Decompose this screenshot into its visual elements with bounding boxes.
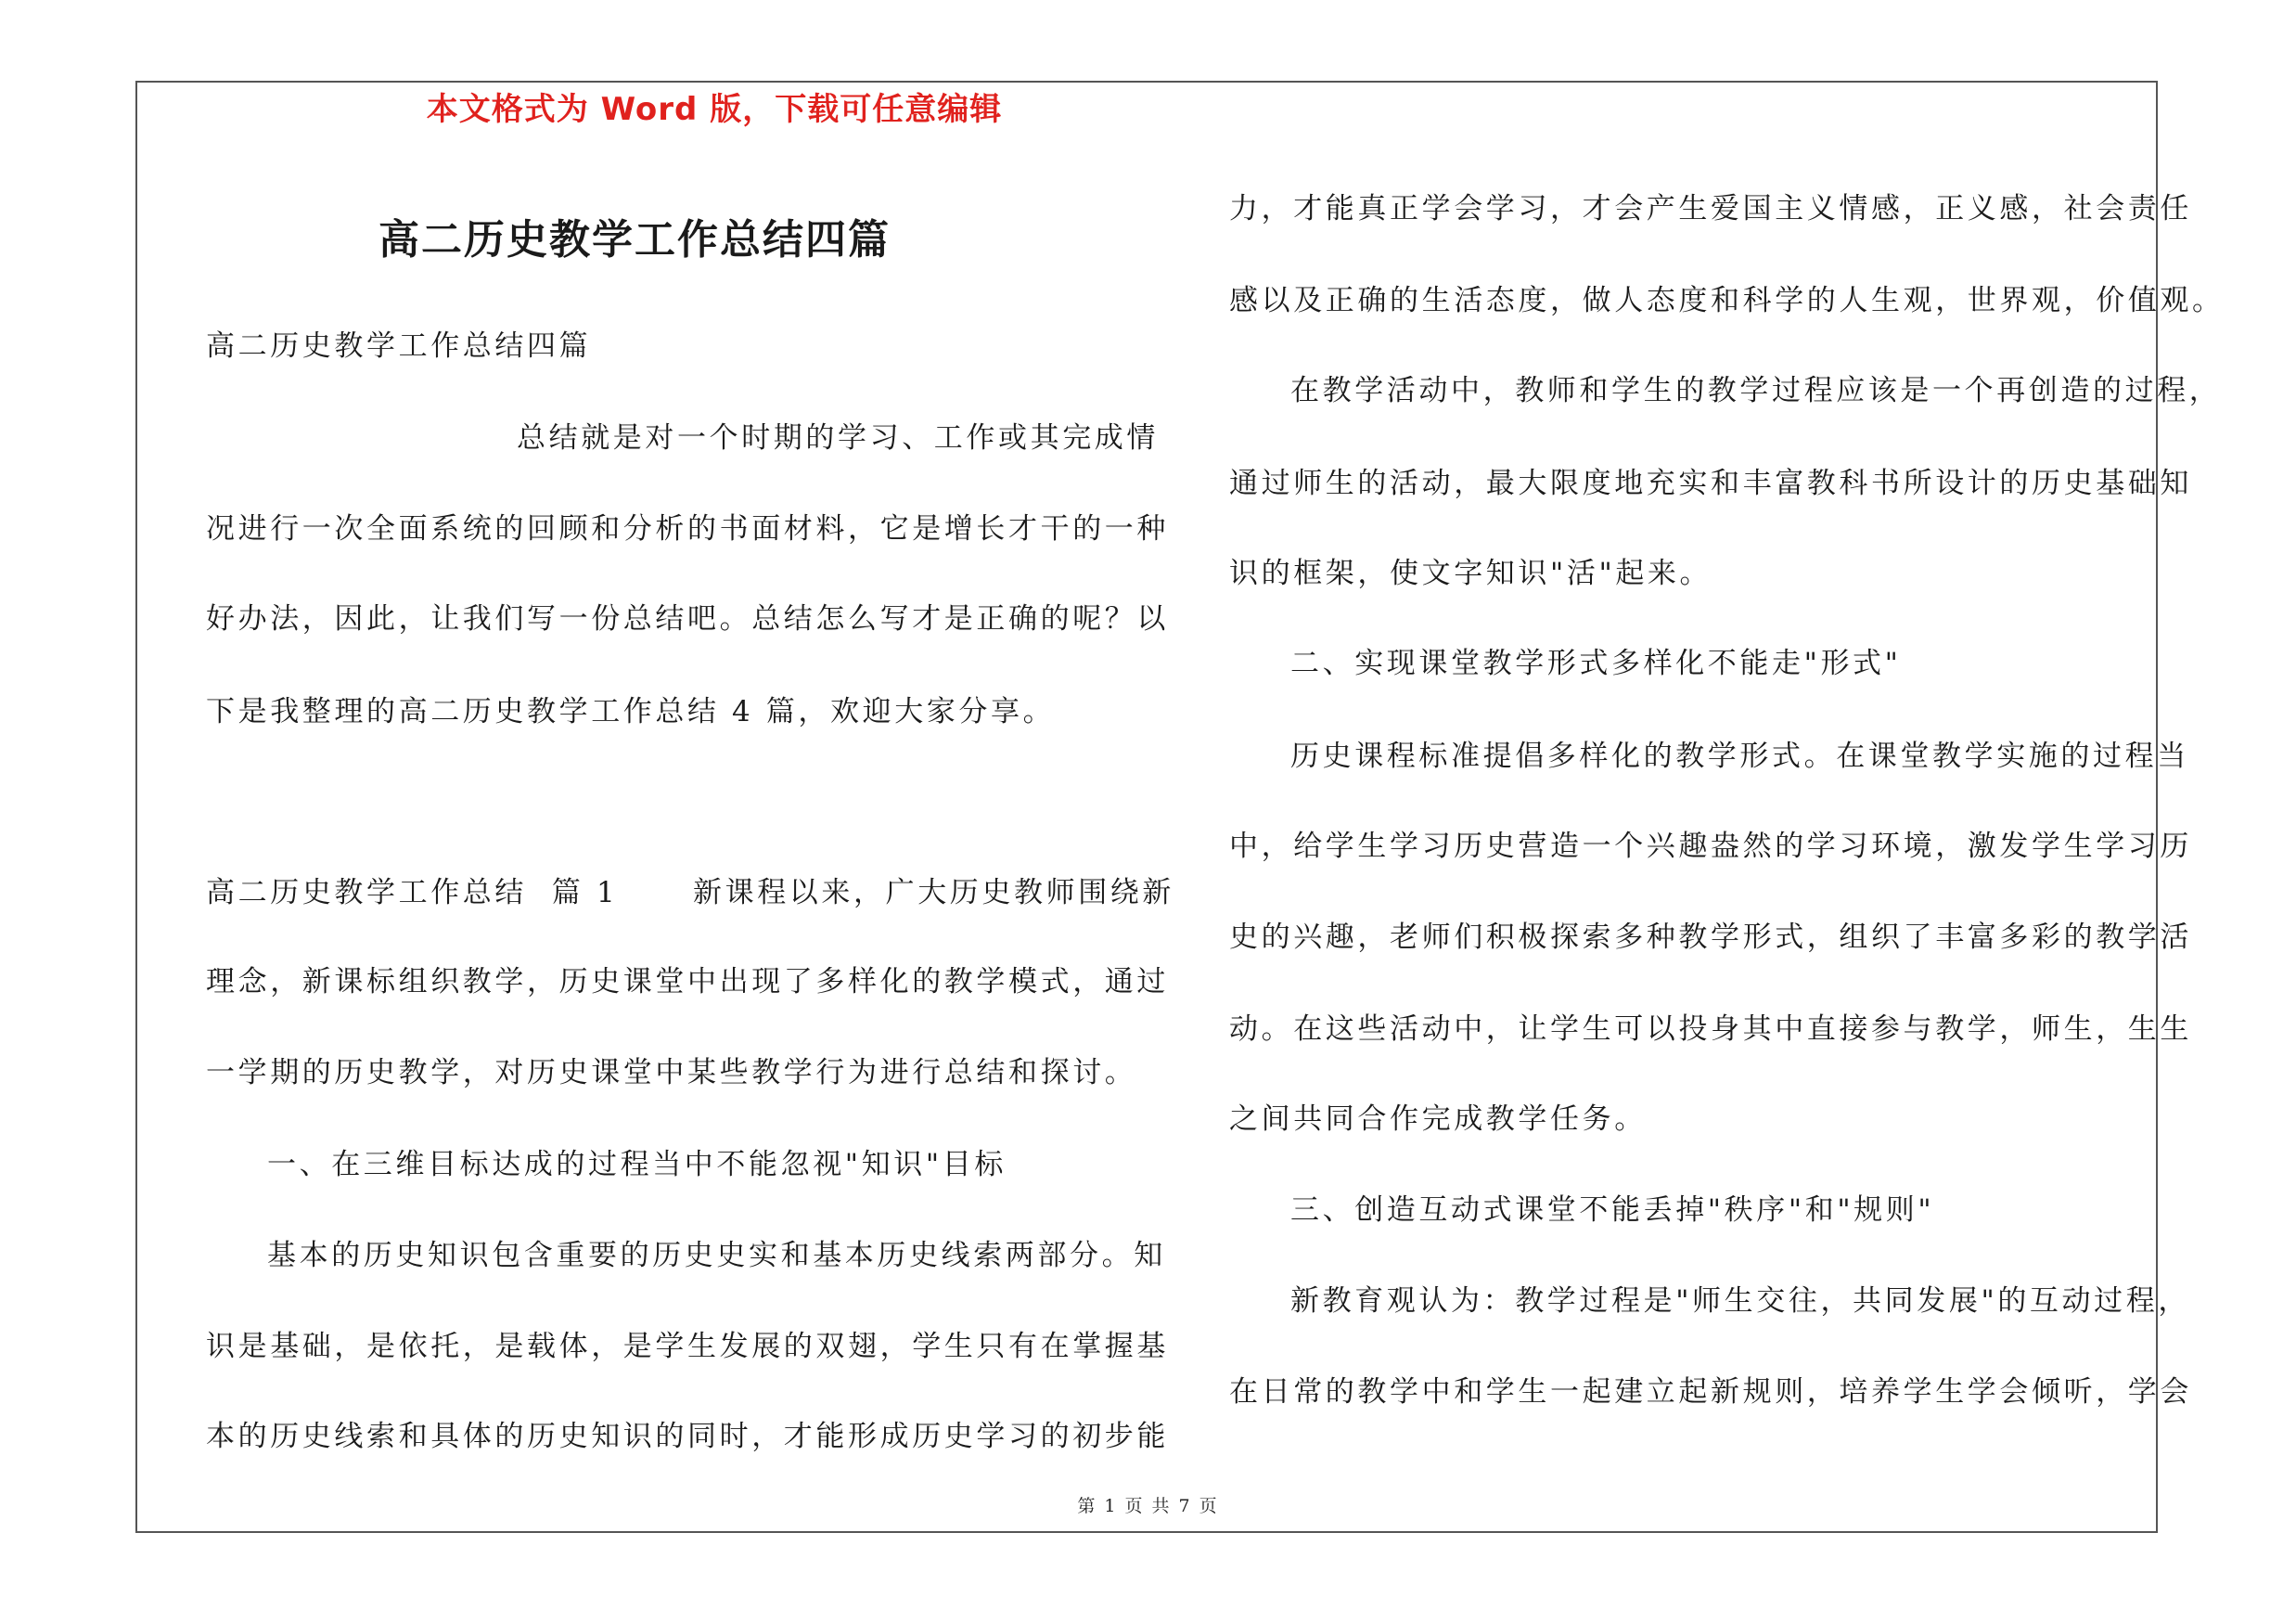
text-line: 感以及正确的生活态度，做人态度和科学的人生观，世界观，价值观。: [1229, 284, 2225, 317]
text-line: 好办法，因此，让我们写一份总结吧。总结怎么写才是正确的呢？以: [206, 602, 1169, 636]
document-title: 高二历史教学工作总结四篇: [378, 216, 891, 264]
section-heading: 二、实现课堂教学形式多样化不能走"形式": [1290, 647, 1902, 680]
text-line: 一学期的历史教学，对历史课堂中某些教学行为进行总结和探讨。: [206, 1056, 1137, 1089]
text-line: 通过师生的活动，最大限度地充实和丰富教科书所设计的历史基础知: [1229, 467, 2192, 500]
text-line: 本的历史线索和具体的历史知识的同时，才能形成历史学习的初步能: [206, 1420, 1169, 1453]
text-line: 力，才能真正学会学习，才会产生爱国主义情感，正义感，社会责任: [1229, 192, 2192, 225]
text-line: 史的兴趣，老师们积极探索多种教学形式，组织了丰富多彩的教学活: [1229, 921, 2192, 954]
text-line: 下是我整理的高二历史教学工作总结 4 篇，欢迎大家分享。: [206, 695, 1056, 728]
text-line: 高二历史教学工作总结四篇: [206, 329, 592, 363]
text-line: 中，给学生学习历史营造一个兴趣盎然的学习环境，激发学生学习历: [1229, 830, 2192, 863]
text-line: 在教学活动中，教师和学生的教学过程应该是一个再创造的过程，: [1290, 374, 2222, 407]
text-line: 历史课程标准提倡多样化的教学形式。在课堂教学实施的过程当: [1290, 740, 2189, 773]
text-line: 识是基础，是依托，是载体，是学生发展的双翅，学生只有在掌握基: [206, 1330, 1169, 1363]
section-heading: 三、创造互动式课堂不能丢掉"秩序"和"规则": [1290, 1193, 1935, 1227]
text-line: 新教育观认为：教学过程是"师生交往，共同发展"的互动过程，: [1290, 1284, 2190, 1318]
text-line: 理念，新课标组织教学，历史课堂中出现了多样化的教学模式，通过: [206, 965, 1169, 998]
text-line: 之间共同合作完成教学任务。: [1229, 1102, 1647, 1136]
text-line: 动。在这些活动中，让学生可以投身其中直接参与教学，师生，生生: [1229, 1012, 2192, 1046]
text-line: 况进行一次全面系统的回顾和分析的书面材料，它是增长才干的一种: [206, 512, 1169, 546]
format-banner: 本文格式为 Word 版，下载可任意编辑: [426, 91, 1003, 128]
text-line: 在日常的教学中和学生一起建立起新规则，培养学生学会倾听，学会: [1229, 1375, 2192, 1409]
text-line: 识的框架，使文字知识"活"起来。: [1229, 557, 1712, 590]
text-line: 基本的历史知识包含重要的历史史实和基本历史线索两部分。知: [267, 1239, 1166, 1272]
text-line: 高二历史教学工作总结 篇 1 新课程以来，广大历史教师围绕新: [206, 876, 1175, 909]
page-number-footer: 第 1 页 共 7 页: [1077, 1496, 1219, 1516]
section-heading: 一、在三维目标达成的过程当中不能忽视"知识"目标: [267, 1148, 1007, 1181]
text-line: 总结就是对一个时期的学习、工作或其完成情: [517, 421, 1159, 455]
